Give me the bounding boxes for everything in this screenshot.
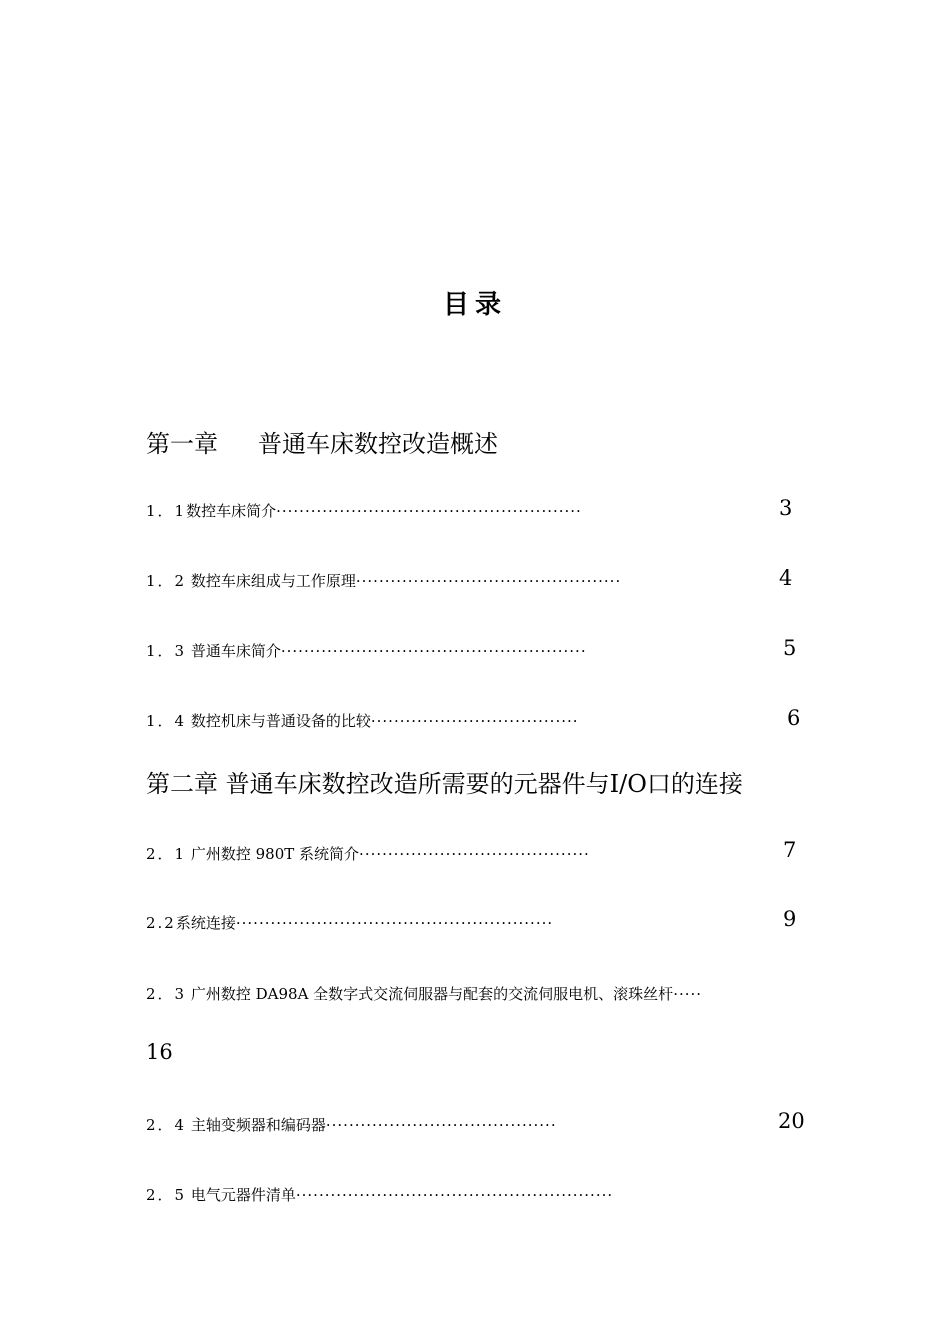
leader-dots: ····················································· [276,502,582,520]
leader-dots: ······················································· [295,1186,614,1204]
chapter-1-number: 第一章 [146,430,218,458]
leader-dots: ····· [673,985,703,1003]
page-number-2-2: 9 [783,907,797,931]
entry-label: 数控机床与普通设备的比较 [186,712,371,730]
entry-label: 广州数控 980T 系统简介 [186,845,360,863]
leader-dots: ····················································· [280,642,587,660]
entry-number: 1．1 [146,502,187,520]
leader-dots: ········································ [359,845,590,863]
entry-number: 2.2 [146,914,176,932]
entry-number: 2．3 [146,985,187,1003]
leader-dots: ······················································· [235,914,554,932]
entry-number: 2．5 [146,1186,187,1204]
entry-label: 普通车床简介 [186,642,281,660]
chapter-1-heading [146,424,498,459]
toc-entry-2-1[interactable] [146,843,590,873]
toc-entry-2-3[interactable] [146,983,702,1013]
entry-number: 2．4 [146,1116,187,1134]
leader-dots: ···································· [370,712,579,730]
toc-title: 目录 [442,290,507,320]
entry-number: 1．2 [146,572,187,590]
entry-number: 2．1 [146,845,187,863]
chapter-1-title: 普通车床数控改造概述 [258,430,498,458]
chapter-2-heading: 第二章 普通车床数控改造所需要的元器件与I/O口的连接 [146,770,743,798]
leader-dots: ········································ [325,1116,557,1134]
entry-label: 数控车床简介 [186,502,277,520]
page-number-1-2: 4 [779,566,793,590]
toc-entry-2-2[interactable] [146,912,553,942]
toc-entry-2-5[interactable] [146,1184,613,1214]
page-number-2-4: 20 [778,1109,805,1133]
page-number-2-3: 16 [146,1040,173,1064]
toc-entry-1-3[interactable] [146,640,587,670]
toc-entry-1-4[interactable] [146,710,579,740]
page-number-2-1: 7 [783,838,797,862]
page-number-1-3: 5 [783,636,797,660]
entry-label: 系统连接 [175,914,236,932]
toc-entry-1-2[interactable] [146,570,621,600]
entry-label: 广州数控 DA98A 全数字式交流伺服器与配套的交流伺服电机、滚珠丝杆 [186,985,674,1003]
entry-label: 主轴变频器和编码器 [186,1116,326,1134]
leader-dots: ·············································· [355,572,622,590]
page-number-1-4: 6 [787,706,801,730]
toc-entry-2-4[interactable] [146,1114,557,1144]
toc-entry-1-1[interactable] [146,500,582,530]
page-number-1-1: 3 [779,496,793,520]
entry-label: 电气元器件清单 [186,1186,296,1204]
entry-number: 1．3 [146,642,187,660]
entry-label: 数控车床组成与工作原理 [186,572,356,590]
entry-number: 1．4 [146,712,187,730]
